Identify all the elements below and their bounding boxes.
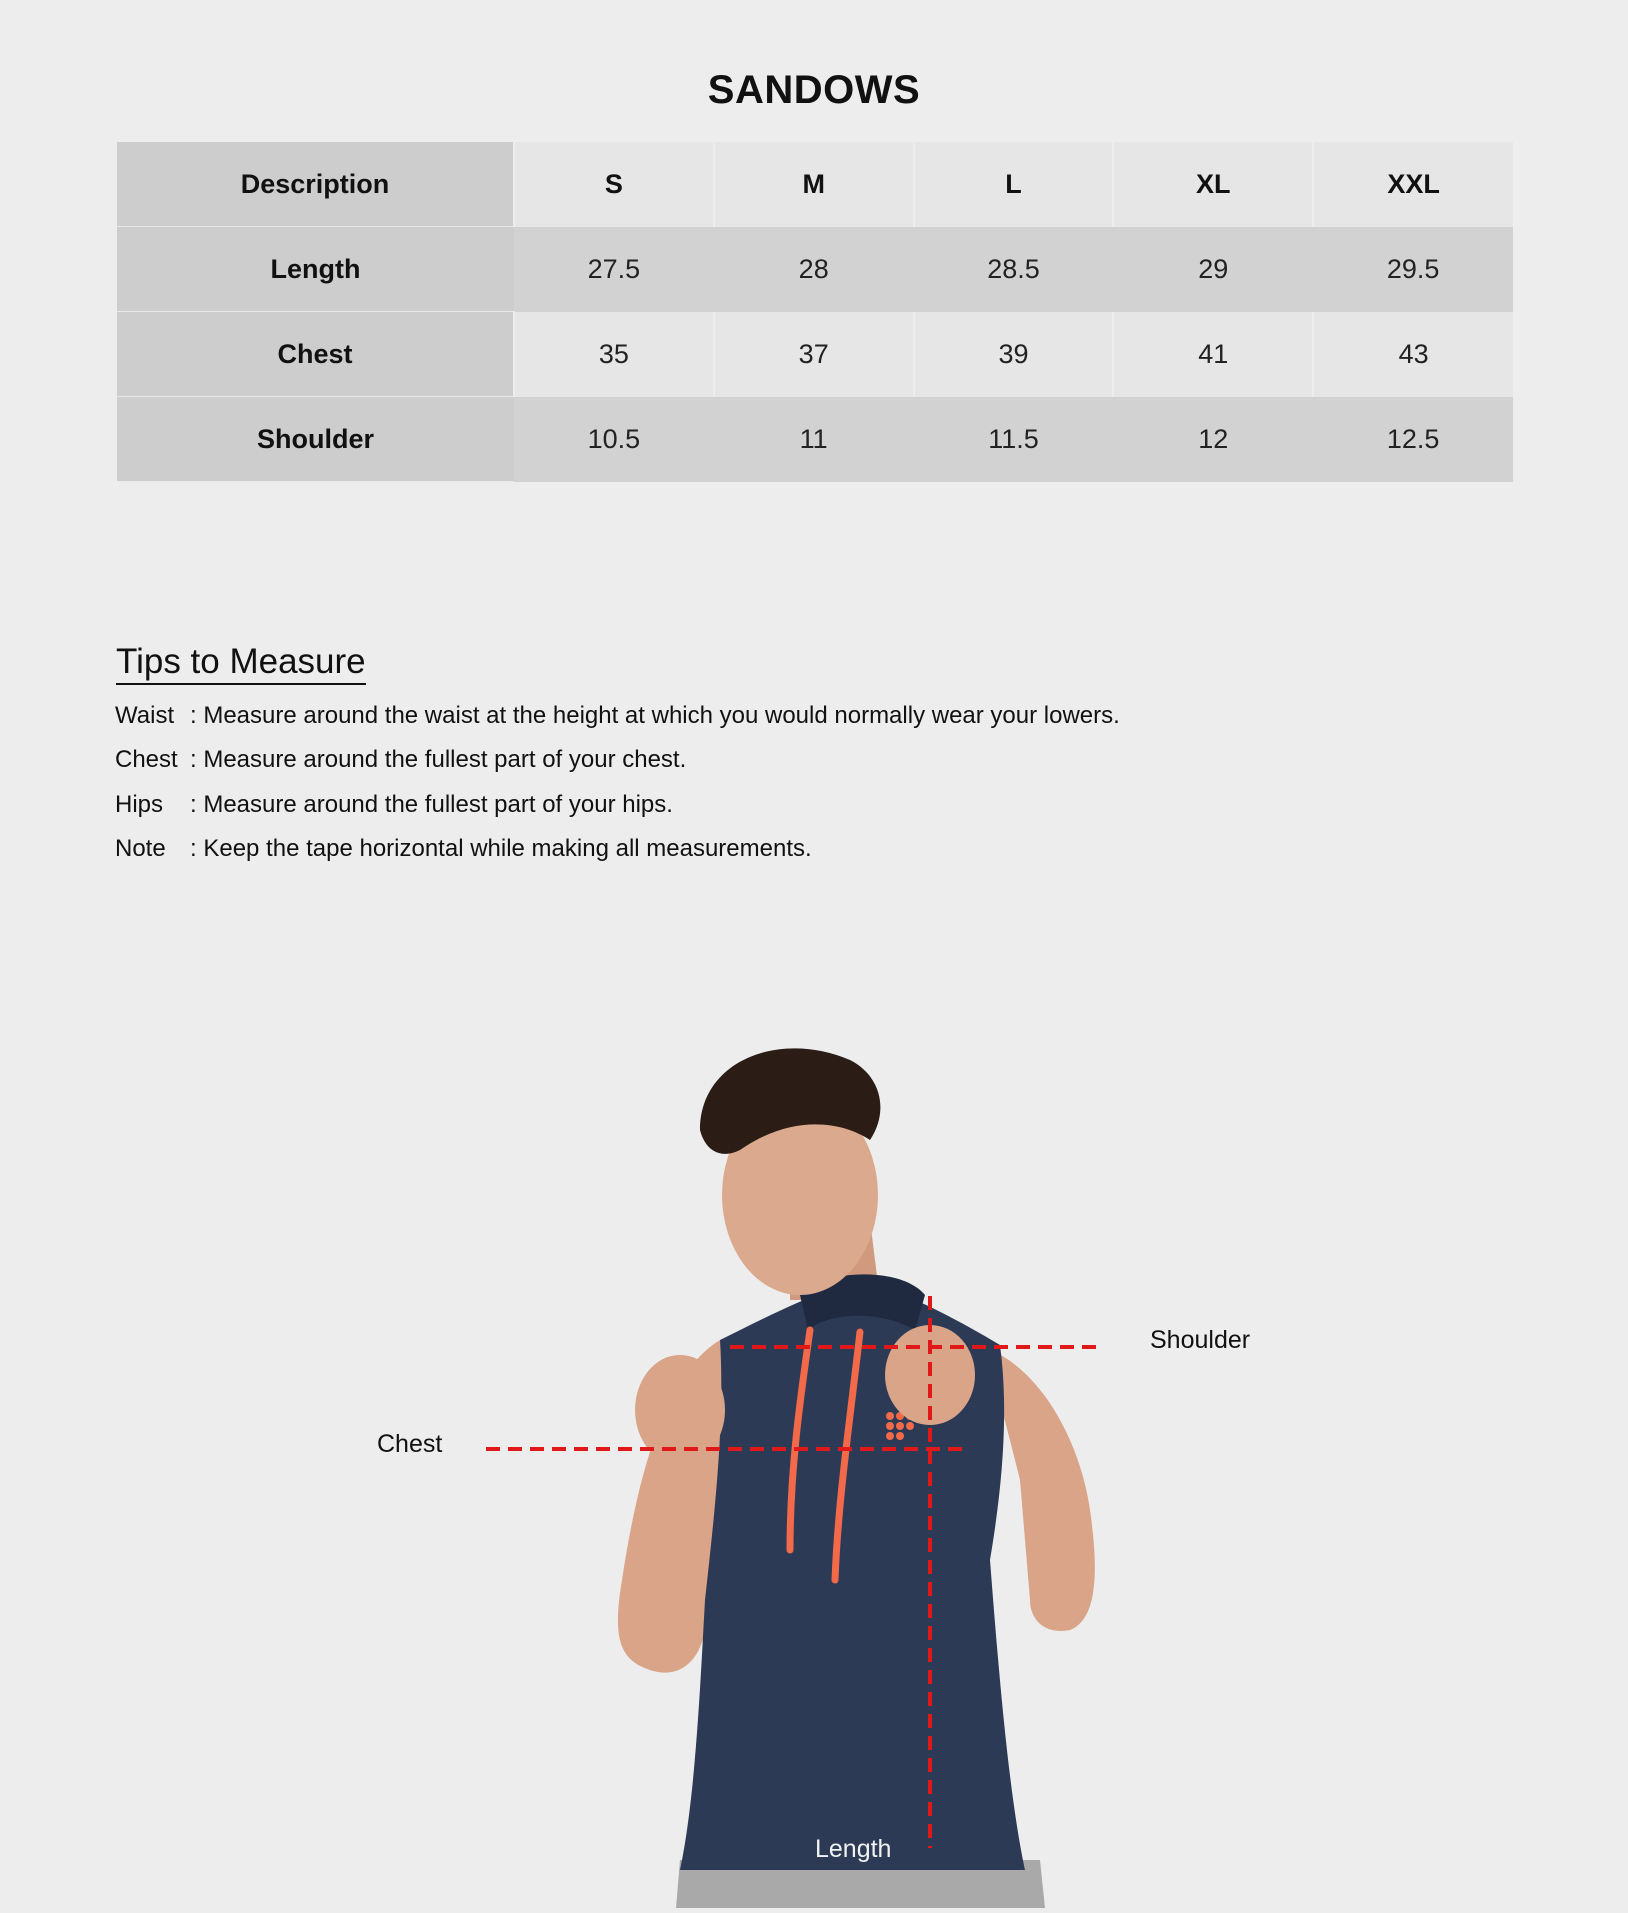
table-cell: 29 [1113, 227, 1313, 312]
tip-chest [115, 746, 686, 774]
table-cell: 43 [1313, 312, 1513, 397]
shoulder-label: Shoulder [1150, 1326, 1251, 1354]
size-chart-table [117, 142, 1513, 482]
table-cell: 27.5 [514, 227, 714, 312]
model-measurement-figure [0, 1040, 1628, 1908]
table-cell: 28.5 [914, 227, 1114, 312]
chart-title: SANDOWS [707, 68, 921, 112]
tip-label: Note [115, 835, 166, 862]
table-cell: 37 [714, 312, 914, 397]
table-cell: 39 [914, 312, 1114, 397]
tip-label: Waist [115, 702, 175, 729]
header-size-xxl: XXL [1313, 142, 1513, 227]
table-header-row [117, 142, 1513, 227]
table-cell: 11 [714, 397, 914, 482]
header-size-m: M [714, 142, 914, 227]
table-cell: 12 [1113, 397, 1313, 482]
tips-heading: Tips to Measure [116, 642, 366, 685]
table-cell: 35 [514, 312, 714, 397]
row-label: Chest [117, 312, 514, 397]
table-row-shoulder [117, 397, 1513, 482]
chest-label: Chest [377, 1430, 443, 1458]
table-row-chest [117, 312, 1513, 397]
header-size-l: L [914, 142, 1114, 227]
row-label: Length [117, 227, 514, 312]
right-arm [990, 1350, 1095, 1631]
header-size-s: S [514, 142, 714, 227]
tip-text: : Measure around the waist at the height at which you would normally wear your lowers. [190, 702, 1120, 729]
table-cell: 41 [1113, 312, 1313, 397]
table-row-length [117, 227, 1513, 312]
model-illustration [0, 1040, 1628, 1908]
table-cell: 11.5 [914, 397, 1114, 482]
table-cell: 28 [714, 227, 914, 312]
table-cell: 12.5 [1313, 397, 1513, 482]
row-label: Shoulder [117, 397, 514, 482]
tip-hips [115, 791, 673, 819]
tip-text: : Measure around the fullest part of your chest. [190, 746, 687, 773]
table-cell: 10.5 [514, 397, 714, 482]
tip-note [115, 835, 812, 863]
tip-waist [115, 702, 1120, 730]
header-size-xl: XL [1113, 142, 1313, 227]
table-cell: 29.5 [1313, 227, 1513, 312]
tip-label: Chest [115, 746, 178, 773]
length-label: Length [815, 1835, 892, 1863]
tip-label: Hips [115, 791, 164, 818]
header-description: Description [117, 142, 514, 227]
tip-text: : Keep the tape horizontal while making all measurements. [190, 835, 812, 862]
tip-text: : Measure around the fullest part of your hips. [190, 791, 673, 818]
